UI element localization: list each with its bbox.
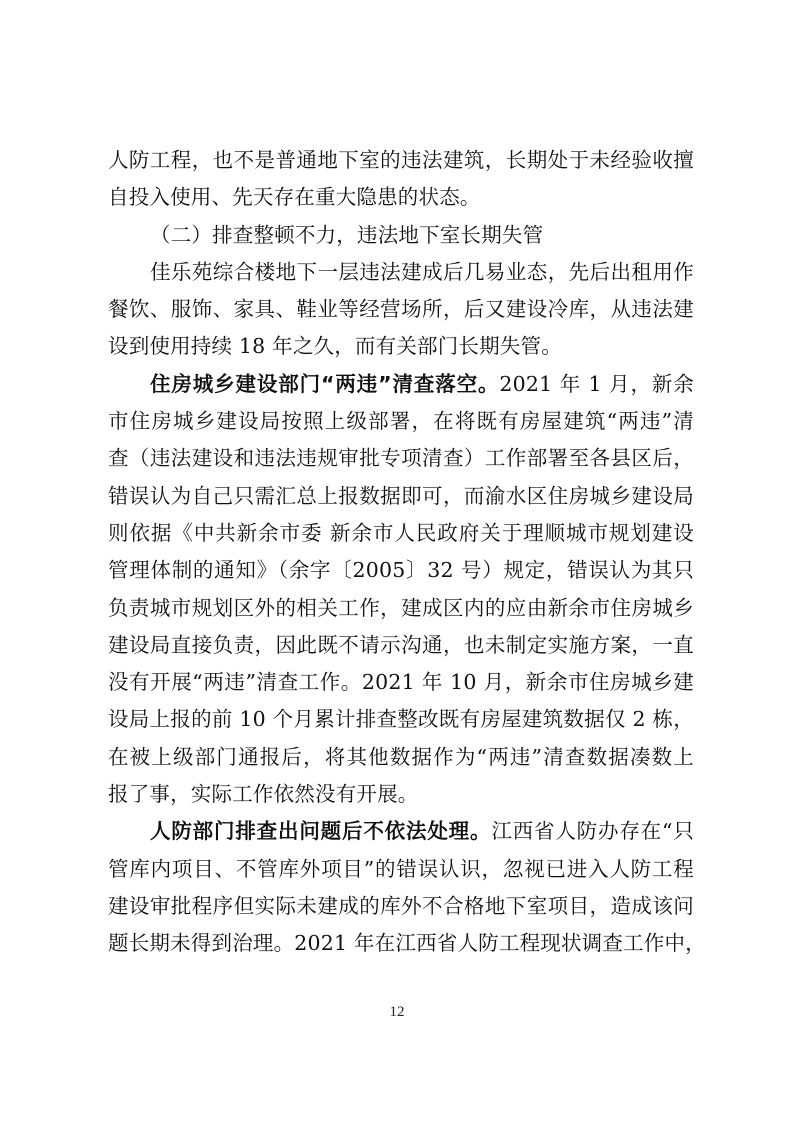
lead-line-rest: 江西省人防办存在“只 [491,819,695,844]
text-line: 餐饮、服饰、家具、鞋业等经营场所，后又建设冷库，从违法建 [108,297,694,322]
text-line: 管库内项目、不管库外项目”的错误认识，忽视已进入人防工程 [108,856,694,881]
text-line: 佳乐苑综合楼地下一层违法建成后几易业态，先后出租用作 [150,259,694,284]
section-heading: （二）排查整顿不力，违法地下室长期失管 [150,222,544,247]
text-line: 管理体制的通知》（余字〔2005〕32 号）规定，错误认为其只 [108,558,694,583]
text-line: 人防工程，也不是普通地下室的违法建筑，长期处于未经验收擅 [108,148,694,172]
document-body [108,142,706,963]
text-line: 市住房城乡建设局按照上级部署，在将既有房屋建筑“两违”清 [108,409,694,434]
text-line: 建设局直接负责，因此既不请示沟通，也未制定实施方案，一直 [108,632,694,657]
text-line: 没有开展“两违”清查工作。2021 年 10 月，新余市住房城乡建 [108,670,694,695]
text-line: 建设审批程序但实际未建成的库外不合格地下室项目，造成该问 [108,893,694,918]
text-line: 设到使用持续 18 年之久，而有关部门长期失管。 [108,334,562,359]
bold-lead-text: 住房城乡建设部门“两违”清查落空。 [150,371,500,396]
bold-lead-text: 人防部门排查出问题后不依法处理。 [150,819,492,844]
text-line: 在被上级部门通报后，将其他数据作为“两违”清查数据凑数上 [108,744,694,769]
paragraph-lead-line [108,813,694,850]
text-line: 题长期未得到治理。2021 年在江西省人防工程现状调查工作中， [108,931,706,956]
paragraph-lead-line [108,366,694,403]
lead-line-rest: 2021 年 1 月，新余 [499,371,694,396]
text-line: 错误认为自己只需汇总上报数据即可，而渝水区住房城乡建设局 [108,483,694,508]
text-line: 设局上报的前 10 个月累计排查整改既有房屋建筑数据仅 2 栋， [108,707,694,732]
text-line: 负责城市规划区外的相关工作，建成区内的应由新余市住房城乡 [108,595,694,620]
text-line: 自投入使用、先天存在重大隐患的状态。 [108,185,481,210]
page-number: 12 [389,1004,405,1020]
text-line: 查（违法建设和违法违规审批专项清查）工作部署至各县区后， [108,446,694,471]
text-line: 则依据《中共新余市委 新余市人民政府关于理顺城市规划建设 [108,520,694,545]
text-line: 报了事，实际工作依然没有开展。 [108,782,419,807]
